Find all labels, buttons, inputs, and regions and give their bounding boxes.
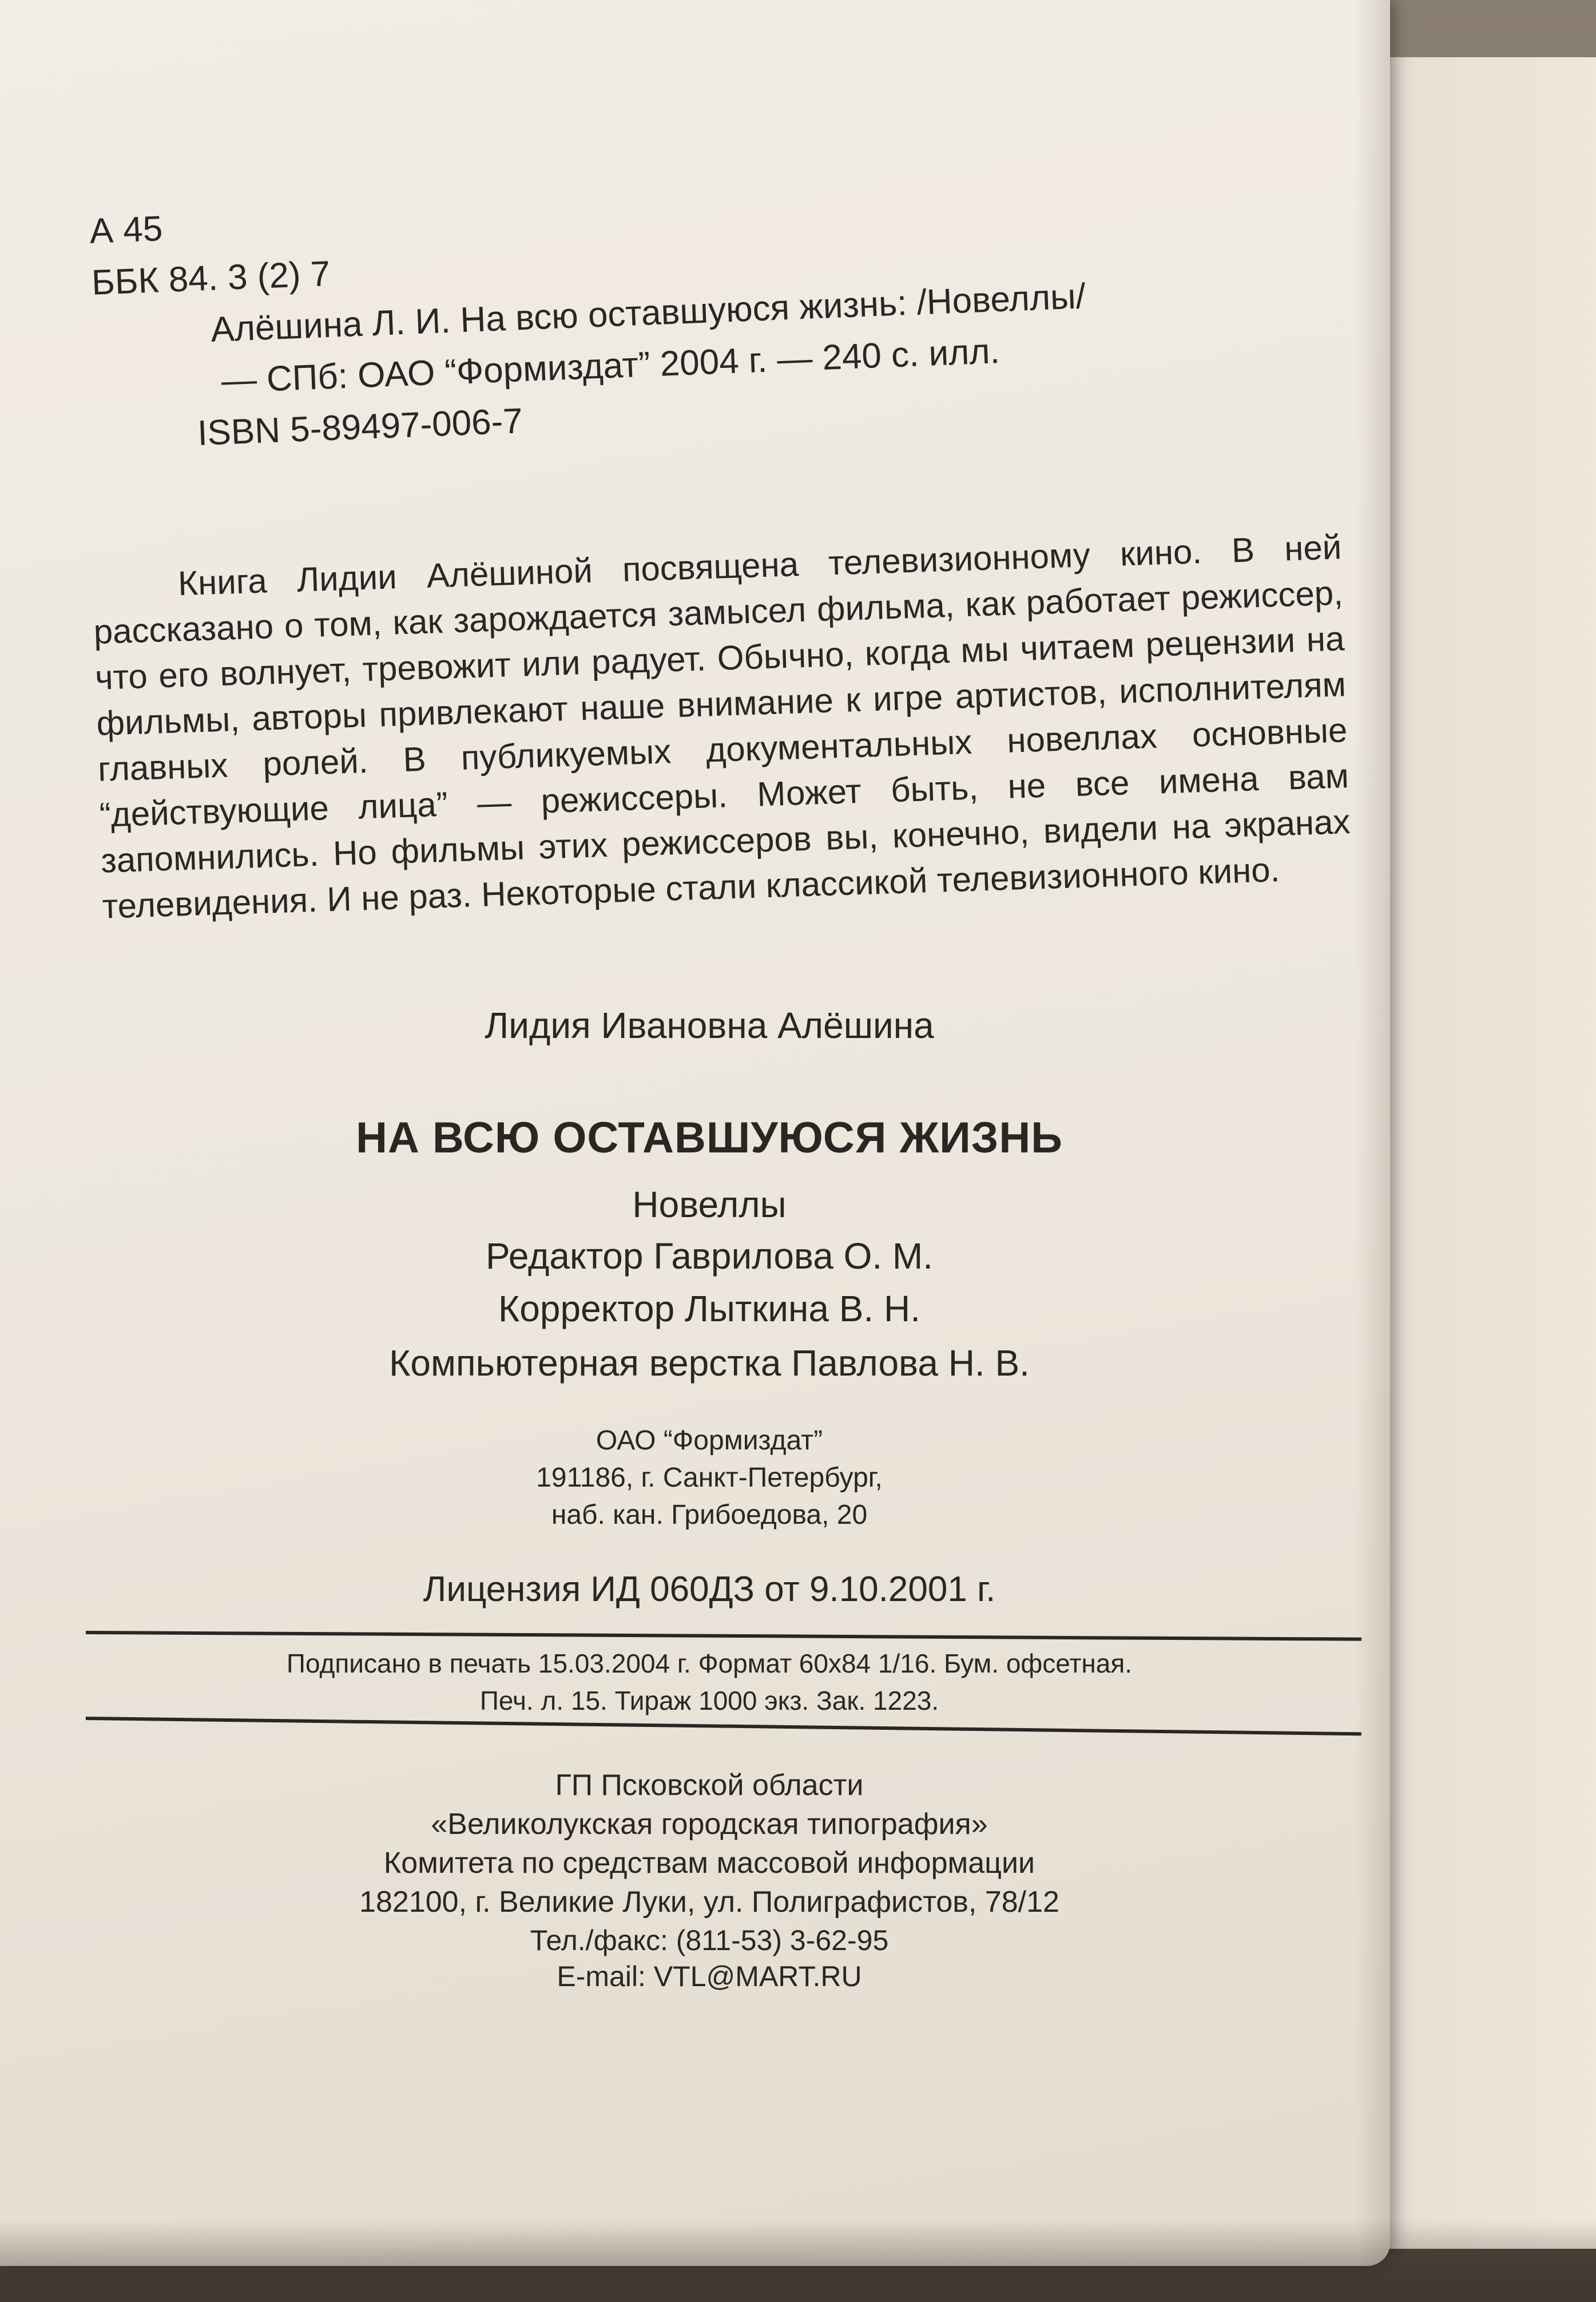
annotation-paragraph: Книга Лидии Алёшиной посвящена телевизионному кино. В ней рассказано о том, как зарождается замысел фильма, как работает режиссер, что его волнует, тревожит или радует. Обычно, когда мы читаем рецензии на фильмы, авторы привлекают наше внимание к игре артистов, исполнителям главных ролей. В публикуемых документальных новеллах основные “действующие лица” — режиссеры. Может быть, не все имена вам запомнились. Но фильмы этих режиссеров вы, конечно, видели на экранах телевидения. И не раз. Некоторые стали классикой телевизионного кино. [93,528,1351,926]
book-genre: Новеллы [632,1184,787,1225]
printer-address: 182100, г. Великие Луки, ул. Полиграфистов, 78/12 [359,1885,1059,1919]
editor-credit: Редактор Гаврилова О. М. [485,1235,934,1277]
book-title: НА ВСЮ ОСТАВШУЮСЯ ЖИЗНЬ [356,1114,1063,1162]
printer-line-1: ГП Псковской области [555,1769,864,1802]
printer-email: E-mail: VTL@MART.RU [557,1960,862,1992]
isbn: ISBN 5-89497-006-7 [197,401,523,453]
printer-line-3: Комитета по средствам массовой информации [383,1847,1035,1880]
print-info-line-2: Печ. л. 15. Тираж 1000 экз. Зак. 1223. [479,1686,939,1715]
publisher-address-2: наб. кан. Грибоедова, 20 [551,1500,868,1530]
udc-index: А 45 [89,209,164,251]
divider-top [86,1631,1361,1641]
layout-credit: Компьютерная верстка Павлова Н. В. [389,1342,1030,1384]
print-info-line-1: Подписано в печать 15.03.2004 г. Формат 60х84 1/16. Бум. офсетная. [286,1649,1133,1678]
author-name: Лидия Ивановна Алёшина [485,1005,934,1046]
proofreader-credit: Корректор Лыткина В. Н. [498,1288,920,1329]
bibliographic-line-2: — СПб: ОАО “Формиздат” 2004 г. — 240 с. илл. [220,331,1001,401]
printer-phone: Тел./факс: (811-53) 3-62-95 [530,1924,889,1956]
publisher-name: ОАО “Формиздат” [595,1425,823,1456]
printer-line-2: «Великолукская городская типография» [431,1808,988,1841]
bottom-shadow [0,2220,1596,2302]
divider-bottom [86,1717,1361,1736]
bibliographic-line-1: Алёшина Л. И. На всю оставшуюся жизнь: /Новеллы/ [210,276,1087,350]
bbk-index: ББК 84. 3 (2) 7 [90,253,331,303]
license-line: Лицензия ИД 060ДЗ от 9.10.2001 г. [423,1570,996,1609]
catalog-block [89,162,1242,463]
publisher-address-1: 191186, г. Санкт-Петербург, [536,1463,883,1493]
